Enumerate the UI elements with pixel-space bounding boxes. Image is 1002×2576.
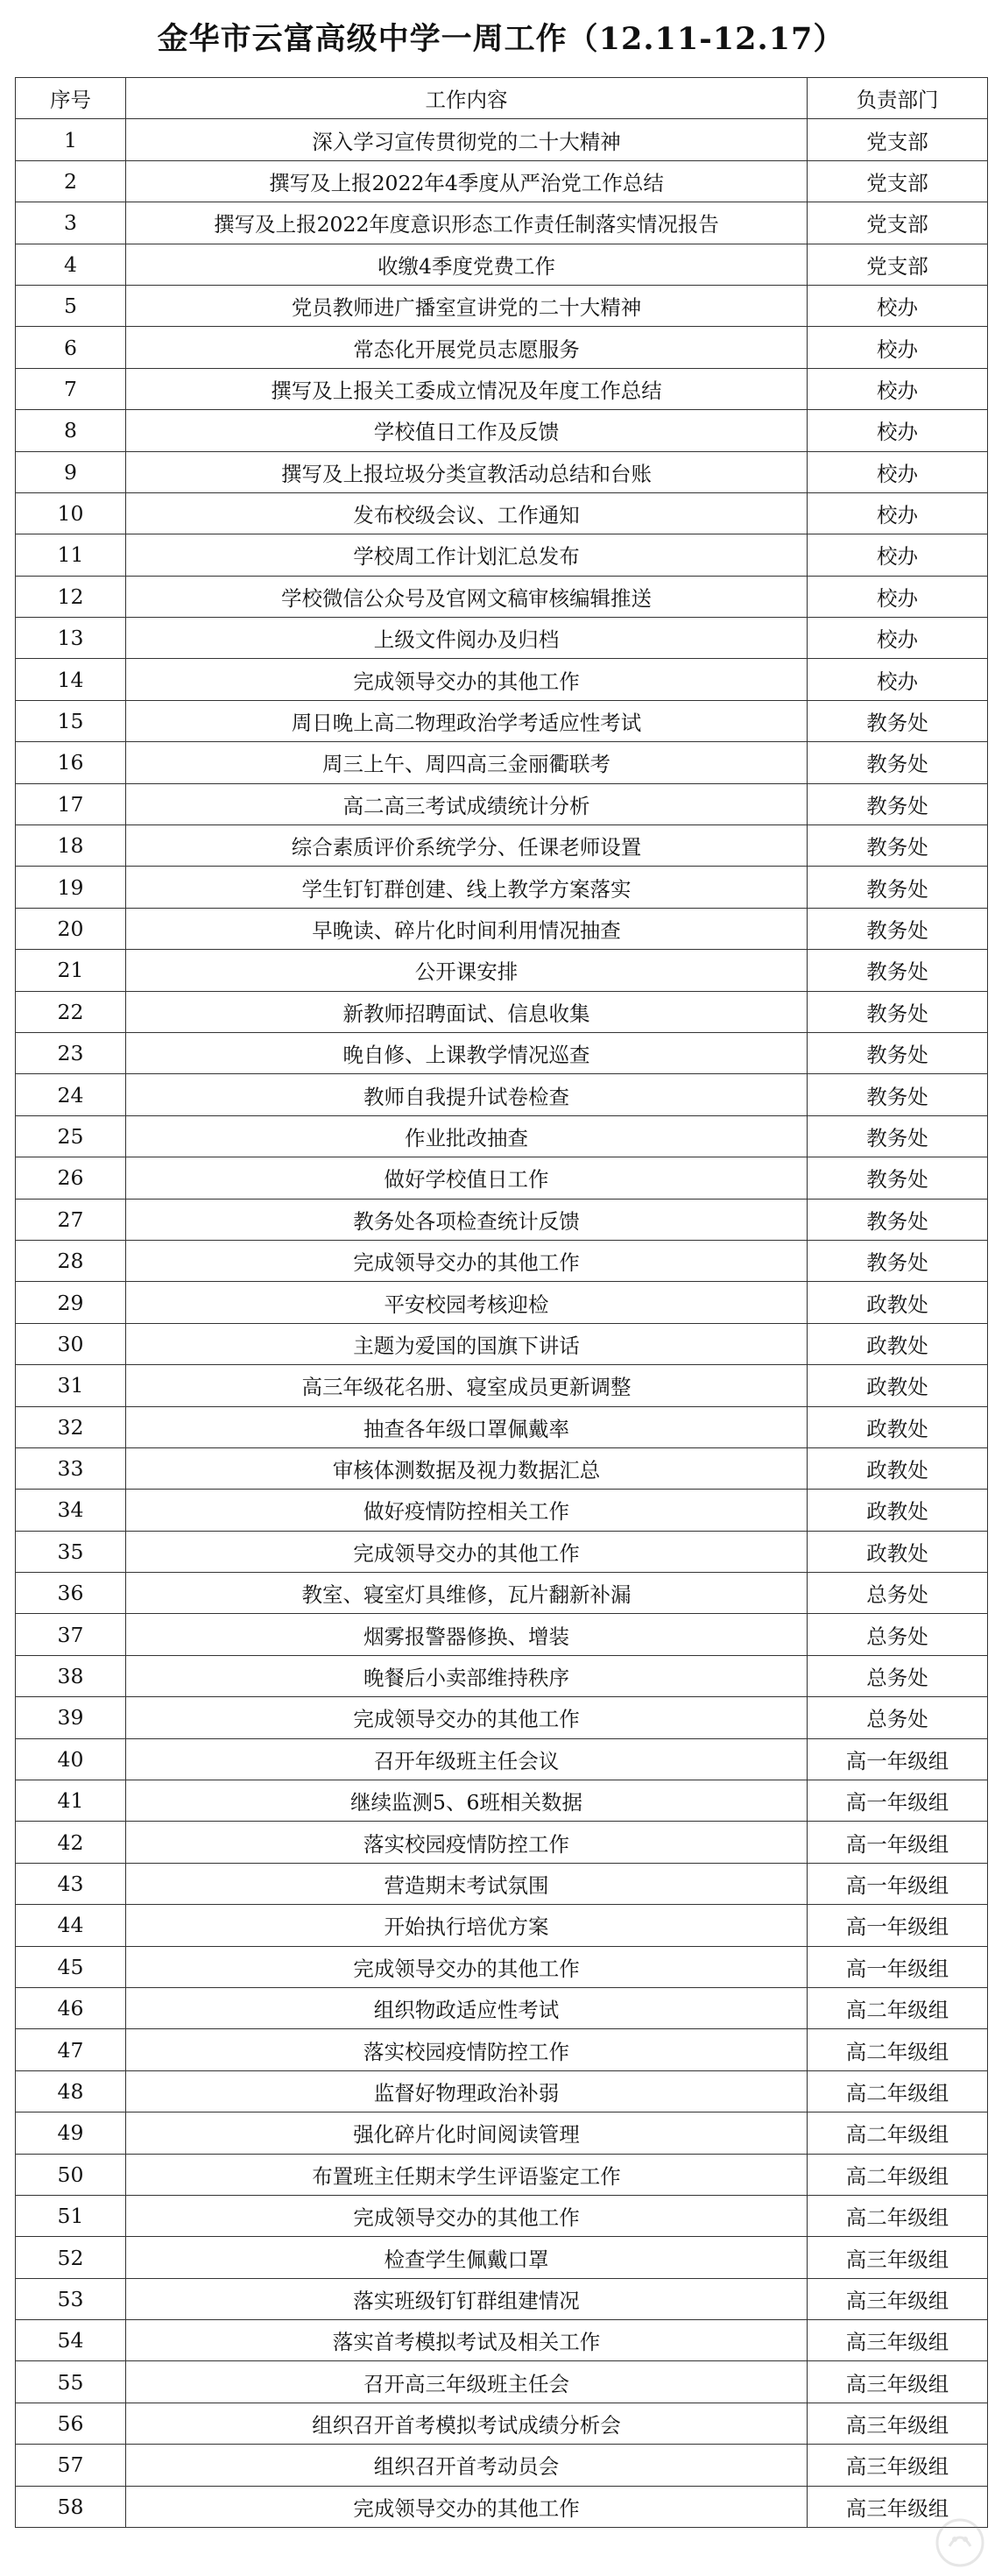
header-dept: 负责部门 [808,78,988,119]
cell-dept: 校办 [808,492,988,534]
table-row [16,1074,988,1115]
cell-no: 5 [16,285,126,326]
table-body [16,119,988,2528]
cell-no: 7 [16,368,126,409]
cell-dept: 教务处 [808,742,988,783]
cell-content: 撰写及上报关工委成立情况及年度工作总结 [126,368,808,409]
cell-dept: 党支部 [808,119,988,160]
table-row [16,700,988,741]
table-row [16,2029,988,2070]
cell-dept: 高三年级组 [808,2445,988,2486]
table-row [16,285,988,326]
cell-dept: 高二年级组 [808,2029,988,2070]
cell-dept: 政教处 [808,1447,988,1489]
cell-dept: 高二年级组 [808,2154,988,2195]
cell-content: 学生钉钉群创建、线上教学方案落实 [126,867,808,908]
cell-no: 33 [16,1447,126,1489]
document-title: 金华市云富高级中学一周工作（12.11-12.17） [157,21,845,57]
cell-content: 检查学生佩戴口罩 [126,2237,808,2278]
table-row [16,2486,988,2527]
cell-content: 学校值日工作及反馈 [126,410,808,451]
table-row [16,908,988,949]
cell-content: 教务处各项检查统计反馈 [126,1199,808,1240]
cell-dept: 教务处 [808,1032,988,1073]
cell-no: 13 [16,618,126,659]
cell-content: 落实校园疫情防控工作 [126,1822,808,1863]
cell-no: 10 [16,492,126,534]
cell-content: 完成领导交办的其他工作 [126,1531,808,1572]
cell-dept: 教务处 [808,1240,988,1281]
table-row [16,1365,988,1406]
cell-content: 常态化开展党员志愿服务 [126,327,808,368]
table-row [16,1822,988,1863]
cell-content: 召开年级班主任会议 [126,1738,808,1780]
table-row [16,1115,988,1157]
table-row [16,1406,988,1447]
cell-content: 监督好物理政治补弱 [126,2070,808,2112]
table-row [16,2070,988,2112]
table-row [16,1032,988,1073]
cell-dept: 政教处 [808,1406,988,1447]
cell-no: 52 [16,2237,126,2278]
table-row [16,2112,988,2154]
table-row [16,576,988,617]
cell-content: 继续监测5、6班相关数据 [126,1780,808,1822]
cell-no: 21 [16,950,126,991]
cell-no: 1 [16,119,126,160]
cell-no: 36 [16,1573,126,1614]
cell-dept: 高三年级组 [808,2403,988,2444]
table-row [16,244,988,285]
cell-dept: 总务处 [808,1614,988,1655]
table-row [16,1157,988,1199]
cell-dept: 教务处 [808,991,988,1032]
cell-no: 2 [16,160,126,202]
cell-dept: 高三年级组 [808,2486,988,2527]
cell-dept: 教务处 [808,783,988,824]
cell-dept: 党支部 [808,202,988,244]
cell-no: 35 [16,1531,126,1572]
cell-dept: 教务处 [808,1157,988,1199]
cell-no: 46 [16,1987,126,2028]
table-row [16,1780,988,1822]
table-row [16,867,988,908]
cell-content: 落实首考模拟考试及相关工作 [126,2320,808,2361]
table-row [16,410,988,451]
cell-dept: 校办 [808,534,988,576]
cell-content: 烟雾报警器修换、增装 [126,1614,808,1655]
cell-no: 25 [16,1115,126,1157]
cell-dept: 高一年级组 [808,1863,988,1904]
cell-content: 综合素质评价系统学分、任课老师设置 [126,825,808,867]
cell-content: 完成领导交办的其他工作 [126,1697,808,1738]
cell-no: 22 [16,991,126,1032]
cell-no: 8 [16,410,126,451]
table-row [16,2154,988,2195]
watermark-logo-icon [934,2516,986,2569]
cell-content: 晚餐后小卖部维持秩序 [126,1655,808,1696]
cell-no: 23 [16,1032,126,1073]
cell-no: 19 [16,867,126,908]
table-row [16,659,988,700]
cell-content: 做好学校值日工作 [126,1157,808,1199]
cell-dept: 校办 [808,327,988,368]
cell-dept: 高二年级组 [808,1987,988,2028]
cell-dept: 高三年级组 [808,2361,988,2403]
cell-dept: 教务处 [808,700,988,741]
cell-dept: 总务处 [808,1573,988,1614]
cell-dept: 高一年级组 [808,1738,988,1780]
table-row [16,1905,988,1946]
cell-content: 做好疫情防控相关工作 [126,1490,808,1531]
cell-dept: 政教处 [808,1323,988,1364]
table-row [16,742,988,783]
weekly-work-table [15,77,988,2528]
cell-dept: 教务处 [808,825,988,867]
table-row [16,160,988,202]
cell-content: 布置班主任期末学生评语鉴定工作 [126,2154,808,2195]
cell-no: 9 [16,451,126,492]
cell-content: 召开高三年级班主任会 [126,2361,808,2403]
table-row [16,534,988,576]
cell-no: 55 [16,2361,126,2403]
cell-content: 早晚读、碎片化时间利用情况抽查 [126,908,808,949]
header-content: 工作内容 [126,78,808,119]
cell-content: 营造期末考试氛围 [126,1863,808,1904]
cell-dept: 校办 [808,618,988,659]
cell-dept: 政教处 [808,1531,988,1572]
cell-content: 发布校级会议、工作通知 [126,492,808,534]
cell-no: 45 [16,1946,126,1987]
cell-dept: 校办 [808,285,988,326]
cell-dept: 校办 [808,410,988,451]
table-row [16,950,988,991]
cell-dept: 高一年级组 [808,1780,988,1822]
cell-content: 完成领导交办的其他工作 [126,1946,808,1987]
cell-no: 3 [16,202,126,244]
cell-content: 作业批改抽查 [126,1115,808,1157]
cell-content: 平安校园考核迎检 [126,1282,808,1323]
cell-no: 53 [16,2278,126,2319]
cell-no: 37 [16,1614,126,1655]
cell-content: 学校周工作计划汇总发布 [126,534,808,576]
cell-no: 18 [16,825,126,867]
table-row [16,202,988,244]
cell-dept: 高三年级组 [808,2278,988,2319]
cell-dept: 教务处 [808,1074,988,1115]
cell-no: 43 [16,1863,126,1904]
cell-dept: 总务处 [808,1697,988,1738]
cell-no: 56 [16,2403,126,2444]
table-row [16,2278,988,2319]
cell-content: 组织召开首考动员会 [126,2445,808,2486]
cell-dept: 教务处 [808,867,988,908]
cell-no: 50 [16,2154,126,2195]
table-row [16,1240,988,1281]
cell-no: 24 [16,1074,126,1115]
table-row [16,492,988,534]
cell-dept: 政教处 [808,1282,988,1323]
table-row [16,1490,988,1531]
cell-content: 公开课安排 [126,950,808,991]
table-row [16,2361,988,2403]
cell-no: 40 [16,1738,126,1780]
cell-dept: 党支部 [808,160,988,202]
table-row [16,618,988,659]
table-row [16,1323,988,1364]
cell-content: 新教师招聘面试、信息收集 [126,991,808,1032]
table-row [16,119,988,160]
cell-content: 深入学习宣传贯彻党的二十大精神 [126,119,808,160]
cell-dept: 高二年级组 [808,2112,988,2154]
cell-no: 54 [16,2320,126,2361]
cell-content: 强化碎片化时间阅读管理 [126,2112,808,2154]
cell-dept: 校办 [808,368,988,409]
cell-dept: 高三年级组 [808,2320,988,2361]
header-no: 序号 [16,78,126,119]
cell-content: 上级文件阅办及归档 [126,618,808,659]
table-row [16,327,988,368]
cell-dept: 教务处 [808,908,988,949]
table-row [16,2195,988,2236]
cell-no: 31 [16,1365,126,1406]
cell-no: 57 [16,2445,126,2486]
table-row [16,1573,988,1614]
cell-no: 30 [16,1323,126,1364]
table-row [16,1199,988,1240]
cell-no: 42 [16,1822,126,1863]
table-row [16,991,988,1032]
cell-content: 学校微信公众号及官网文稿审核编辑推送 [126,576,808,617]
table-row [16,1282,988,1323]
table-row [16,1697,988,1738]
cell-content: 完成领导交办的其他工作 [126,2195,808,2236]
cell-content: 撰写及上报2022年4季度从严治党工作总结 [126,160,808,202]
cell-no: 17 [16,783,126,824]
cell-dept: 教务处 [808,1115,988,1157]
cell-content: 主题为爱国的国旗下讲话 [126,1323,808,1364]
cell-dept: 高一年级组 [808,1946,988,1987]
cell-no: 32 [16,1406,126,1447]
cell-content: 审核体测数据及视力数据汇总 [126,1447,808,1489]
cell-dept: 高二年级组 [808,2195,988,2236]
cell-dept: 政教处 [808,1365,988,1406]
table-row [16,1655,988,1696]
cell-no: 51 [16,2195,126,2236]
table-row [16,368,988,409]
cell-content: 落实班级钉钉群组建情况 [126,2278,808,2319]
cell-no: 47 [16,2029,126,2070]
table-row [16,2237,988,2278]
cell-content: 高二高三考试成绩统计分析 [126,783,808,824]
cell-content: 撰写及上报2022年度意识形态工作责任制落实情况报告 [126,202,808,244]
cell-dept: 校办 [808,576,988,617]
table-row [16,1738,988,1780]
cell-content: 教师自我提升试卷检查 [126,1074,808,1115]
cell-dept: 高一年级组 [808,1905,988,1946]
cell-no: 41 [16,1780,126,1822]
table-row [16,1987,988,2028]
table-row [16,1447,988,1489]
cell-no: 6 [16,327,126,368]
cell-no: 16 [16,742,126,783]
cell-content: 完成领导交办的其他工作 [126,659,808,700]
cell-no: 29 [16,1282,126,1323]
table-row [16,2403,988,2444]
cell-dept: 政教处 [808,1490,988,1531]
cell-dept: 党支部 [808,244,988,285]
table-row [16,783,988,824]
cell-content: 教室、寝室灯具维修，瓦片翻新补漏 [126,1573,808,1614]
cell-content: 晚自修、上课教学情况巡查 [126,1032,808,1073]
cell-no: 34 [16,1490,126,1531]
cell-no: 15 [16,700,126,741]
cell-dept: 校办 [808,451,988,492]
cell-content: 抽查各年级口罩佩戴率 [126,1406,808,1447]
cell-no: 49 [16,2112,126,2154]
cell-no: 58 [16,2486,126,2527]
cell-no: 4 [16,244,126,285]
cell-content: 完成领导交办的其他工作 [126,2486,808,2527]
cell-no: 11 [16,534,126,576]
cell-no: 12 [16,576,126,617]
cell-dept: 教务处 [808,1199,988,1240]
cell-dept: 教务处 [808,950,988,991]
table-row [16,2320,988,2361]
cell-content: 组织召开首考模拟考试成绩分析会 [126,2403,808,2444]
cell-content: 党员教师进广播室宣讲党的二十大精神 [126,285,808,326]
table-row [16,451,988,492]
cell-no: 38 [16,1655,126,1696]
cell-no: 14 [16,659,126,700]
table-row [16,1863,988,1904]
table-row [16,1614,988,1655]
cell-dept: 高一年级组 [808,1822,988,1863]
cell-dept: 高三年级组 [808,2237,988,2278]
cell-content: 周日晚上高二物理政治学考适应性考试 [126,700,808,741]
table-row [16,2445,988,2486]
cell-content: 高三年级花名册、寝室成员更新调整 [126,1365,808,1406]
cell-content: 撰写及上报垃圾分类宣教活动总结和台账 [126,451,808,492]
table-header-row [16,78,988,119]
cell-no: 27 [16,1199,126,1240]
cell-no: 39 [16,1697,126,1738]
cell-no: 28 [16,1240,126,1281]
cell-no: 26 [16,1157,126,1199]
cell-dept: 总务处 [808,1655,988,1696]
cell-no: 20 [16,908,126,949]
cell-content: 收缴4季度党费工作 [126,244,808,285]
cell-dept: 校办 [808,659,988,700]
cell-content: 周三上午、周四高三金丽衢联考 [126,742,808,783]
cell-no: 48 [16,2070,126,2112]
table-row [16,825,988,867]
cell-content: 组织物政适应性考试 [126,1987,808,2028]
table-row [16,1946,988,1987]
cell-content: 完成领导交办的其他工作 [126,1240,808,1281]
cell-content: 开始执行培优方案 [126,1905,808,1946]
cell-no: 44 [16,1905,126,1946]
table-row [16,1531,988,1572]
cell-content: 落实校园疫情防控工作 [126,2029,808,2070]
cell-dept: 高二年级组 [808,2070,988,2112]
